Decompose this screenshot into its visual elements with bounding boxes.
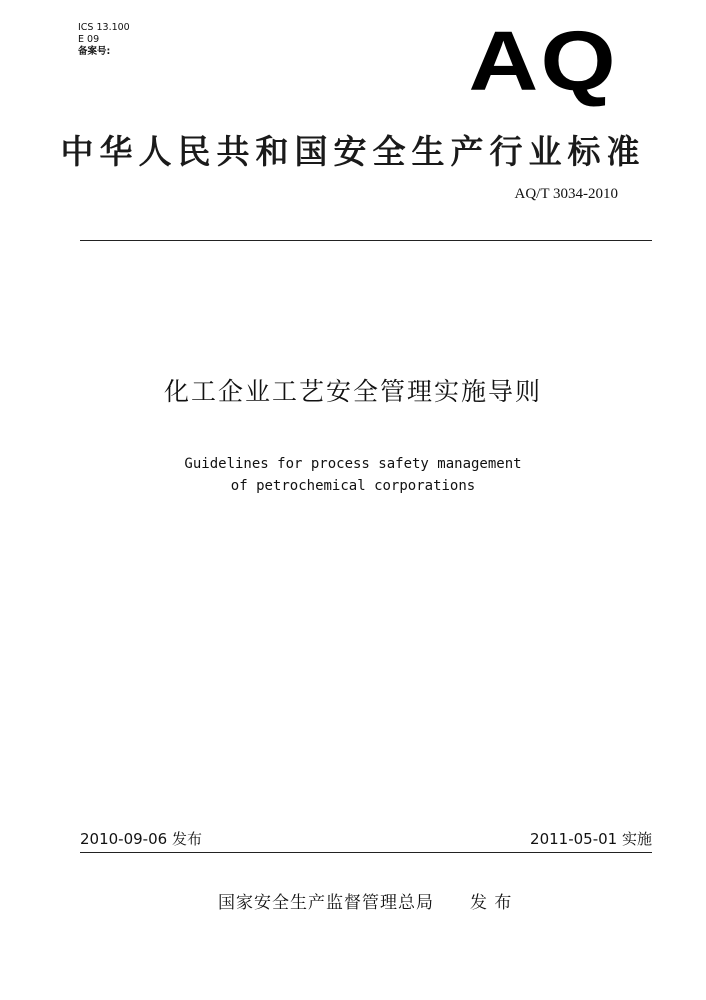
document-title-cn: 化工企业工艺安全管理实施导则 [163, 377, 542, 406]
national-standard-title: 中华人民共和国安全生产行业标准 [60, 132, 646, 171]
effective-date: 2011-05-01 实施 [530, 830, 652, 848]
classification-block [78, 22, 130, 58]
document-title-en [0, 453, 706, 497]
ics-code: ICS 13.100 [78, 22, 130, 33]
publisher-line [218, 888, 512, 913]
standard-number: AQ/T 3034-2010 [514, 186, 618, 202]
issue-date: 2010-09-06 发布 [80, 830, 202, 848]
header-divider [80, 240, 652, 241]
aq-logo: AQ [468, 14, 618, 108]
publisher-name: 国家安全生产监督管理总局 [218, 893, 434, 913]
record-number-label: 备案号: [78, 46, 111, 57]
title-en-line-2: of petrochemical corporations [230, 478, 476, 494]
footer-divider [80, 852, 652, 853]
title-en-line-1: Guidelines for process safety management [184, 456, 522, 472]
publisher-action: 发 布 [470, 893, 513, 913]
ccs-code: E 09 [78, 34, 100, 45]
